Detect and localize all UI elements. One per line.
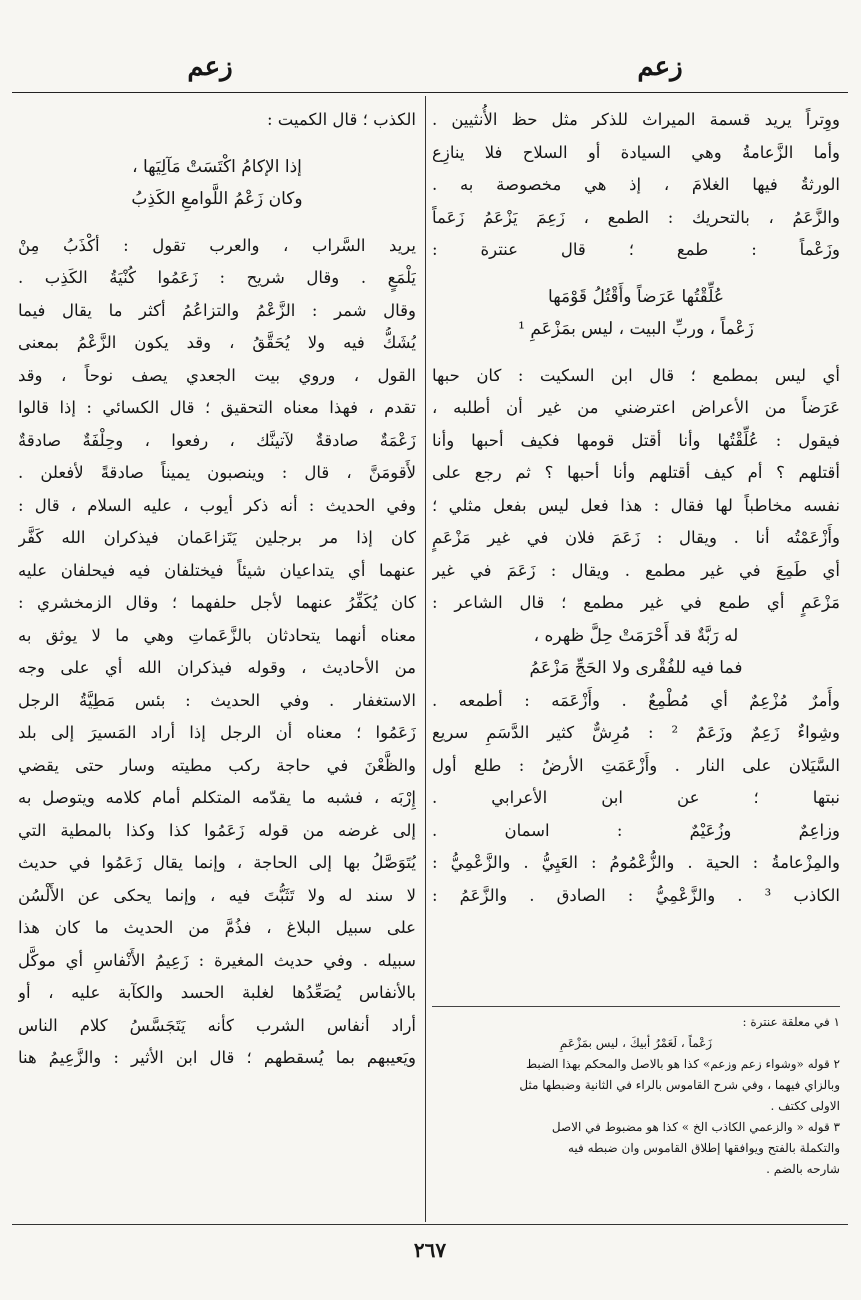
text-line: إلى غرضه من قوله زَعَمُوا كذا وكذا بالمطية التي [18, 820, 416, 840]
page-number: ٢٦٧ [413, 1238, 447, 1262]
text-line: لا سند له ولا تَثَبُّتَ فيه ، وإنما يحكى عن الأَلْسُن [18, 885, 416, 905]
text-line: وأَزْعَمْتُه أنا . ويقال : زَعَمَ فلان في غير مَزْعَمٍ [432, 528, 840, 547]
text-line: والزَّعَمُ ، بالتحريك : الطمع ، زَعِمَ يَزْعَمُ زَعَماً [432, 207, 840, 227]
footnote-1-verse: زَعْماً ، لَعَمْرُ أبيكَ ، ليس بمَزْعَمِ [559, 1036, 713, 1050]
text-line: أي ليس بمطمع ؛ قال ابن السكيت : كان حبها [432, 365, 840, 385]
verse-line: إذا الإكامُ اكْتَسَتْ مَآلِيَها ، [132, 156, 302, 177]
header-rule [12, 92, 848, 93]
text-line: زَعَمُوا ؛ معناه أن الرجل إذا أراد المَسيرَ إلى بلد [18, 723, 416, 742]
text-line: وزاعِمٌ وزُعَيْمٌ : اسمان . [432, 820, 840, 840]
footnote-3-line: شارحه بالضم . [766, 1162, 840, 1176]
text-line: ووِتراً يريد قسمة الميراث للذكر مثل حظ الأُنثيين . [432, 110, 840, 129]
text-line: لأَقومَنَّ ، قال : وينصبون يميناً صادقةً لأفعلن . [18, 463, 416, 482]
footnote-2-line: ٢ قوله «وشواء زعم وزعم» كذا هو بالاصل والمحكم بهذا الضبط [526, 1057, 840, 1071]
verse-line: فما فيه للفُقْرى ولا الحَجِّ مَزْعَمُ [529, 658, 743, 678]
text-line: سبيله . وفي حديث المغيرة : زَعِيمُ الأَنْفاسِ أي موكَّل [18, 950, 416, 970]
text-line: على سبيل البلاغ ، فذُمَّ من الحديث ما كان هذا [18, 918, 416, 937]
right-column [432, 104, 840, 999]
footnote-3-line: والتكملة بالفتح ويوافقها إطلاق القاموس وان ضبطه فيه [568, 1141, 840, 1155]
text-line: أراد أنفاس الشرب كأنه يَتَجَسَّسُ كلام الناس [18, 1015, 416, 1035]
text-line: أقتلهم ؟ أم كيف أقتلهم وأنا أحبها ؟ ثم رجع على [432, 463, 840, 482]
text-line: عَرَضاً من الأعراض اعترضني من غير أن أطلبه ، [432, 398, 840, 417]
text-line: وقال شمر : الزَّعْمُ والتزاعُمُ أكثر ما يقال فيما [18, 300, 416, 320]
text-line: زَعْمَةٌ صادقةٌ لآتينَّك ، رفعوا ، وحِلْفَةٌ صادقةٌ [18, 430, 416, 450]
text-line: الكاذب ³ . والزَّعْمِيُّ : الصادق . والزَّعَمُ : [432, 885, 840, 905]
footnote-2-line: وبالزاي فيهما ، وفي شرح القاموس بالراء في الثانية وضبطها مثل [519, 1078, 840, 1092]
text-line: نفسه مخاطباً لها فقال : هذا فعل ليس بفعل مثلي ؛ [432, 495, 840, 515]
text-line: وشِواءٌ زَعِمٌ وزَعَمٌ ² : مُرِشٌّ كثير الدَّسَمِ سريع [432, 723, 840, 742]
text-line: من الأحاديث ، وقوله فيذكران الله أي على وجه [18, 658, 416, 677]
text-line: بالأنفاس يُصَعِّدُها لغلبة الحسد والكآبة عليه ، أو [18, 983, 416, 1002]
text-line: وفي الحديث : أنه ذكر أيوب ، عليه السلام ، قال : [18, 495, 416, 515]
text-line: يُشَكُّ فيه ولا يُحَقَّقُ ، وقد يكون الزَّعْمُ بمعنى [18, 333, 416, 352]
text-line: معناه أنهما يتحادثان بالزَّعَماتِ وهي ما لا يوثق به [18, 625, 416, 645]
text-line: مَزْعَمٍ أي طمع في غير مطمع ؛ قال الشاعر : [432, 593, 840, 612]
footnotes [432, 1012, 840, 1212]
text-line: وزَعْماً : طمع ؛ قال عنترة : [432, 240, 840, 259]
text-line: الكذب ؛ قال الكميت : [266, 110, 416, 129]
text-line: والمِزْعامةُ : الحية . والزُّعْمُومُ : العَيِيُّ . والزَّعْمِيُّ : [432, 853, 840, 872]
spacer [18, 216, 416, 230]
footnote-2-line: الاولى ككتف . [770, 1099, 840, 1113]
text-line: القول ، وروي بيت الجعدي يصف نوحاً ، وقد [18, 365, 416, 385]
text-line: ويَعيبهم بما يُسقطهم ؛ قال ابن الأثير : والزَّعِيمُ هنا [18, 1048, 416, 1067]
spacer [18, 137, 416, 151]
spacer [432, 267, 840, 281]
footnote-3-line: ٣ قوله « والزعمي الكاذب الخ » كذا هو مضبوط في الاصل [551, 1120, 840, 1134]
text-line: يريد السَّراب ، والعرب تقول : أكْذَبُ مِنْ [18, 235, 416, 255]
text-line: السَّيَلان على النار . وأَزْعَمَتِ الأرضُ : طلع أول [432, 755, 840, 775]
text-line: إِرْبَه ، فشبه ما يقدّمه المتكلم أمام كلامه ويتوصل به [18, 788, 416, 807]
text-line: نبتها ؛ عن ابن الأعرابي . [432, 788, 840, 807]
left-column [18, 104, 416, 1218]
text-line: يُتَوَصَّلُ بها إلى الحاجة ، وإنما يقال زَعَمُوا في حديث [18, 853, 416, 872]
text-line: الاستغفار . وفي الحديث : بئس مَطِيَّةُ الرجل [18, 690, 416, 710]
column-separator [425, 96, 426, 1222]
verse-line: وكان زَعْمُ اللَّوامعِ الكَذِبُ [131, 189, 303, 209]
text-line: كان إذا مر برجلين يَتَزاعَمان فيذكران الله كَفَّر [18, 528, 416, 547]
verse-line: عُلِّقْتُها عَرَضاً وأَقْتُلُ قَوْمَها [548, 286, 724, 307]
footnote-1: ١ في معلقة عنترة : [742, 1015, 840, 1029]
verse-line: زَعْماً ، وربِّ البيت ، ليس بمَزْعَمِ ¹ [518, 319, 754, 339]
text-line: وأما الزَّعامةُ وهي السيادة أو السلاح فلا ينازِع [432, 142, 840, 162]
footer-rule [12, 1224, 848, 1225]
text-line: والظَّعْنَ في حاجة ركب مطيته وسار حتى يقضي [18, 755, 416, 775]
text-line: تقدم ، فهذا معناه التحقيق ؛ قال الكسائي : إذا قالوا [18, 398, 416, 417]
verse-line: له رَبَّةٌ قد أَحْرَمَتْ حِلَّ ظهره ، [533, 625, 739, 646]
running-head-right: زعم [637, 52, 683, 82]
text-line: وأَمرٌ مُزْعِمٌ أي مُطْمِعٌ . وأَزْعَمَه : أطمعه . [432, 690, 840, 710]
text-line: فيقول : عُلِّقْتُها وأنا أقتل قومها فكيف أحبها وأنا [432, 430, 840, 450]
text-line: يَلْمَعٍ . وقال شريح : زَعَمُوا كُنْيَةُ الكَذِب . [18, 268, 416, 287]
footnote-rule [432, 1006, 840, 1007]
text-line: عنهما أي يتداعيان شيئاً فيختلفان فيه فيحلفان عليه [18, 560, 416, 580]
running-head-left: زعم [187, 52, 233, 82]
text-line: الورثةُ فيها الغلامَ ، إذ هي مخصوصة به . [432, 175, 840, 194]
text-line: أي طَمِعَ في غير مطمع . ويقال : زَعَمَ في غير [432, 560, 840, 580]
text-line: كان يُكَفِّرُ عنهما لأجل حلفهما ؛ وقال الزمخشري : [18, 593, 416, 612]
spacer [432, 346, 840, 360]
